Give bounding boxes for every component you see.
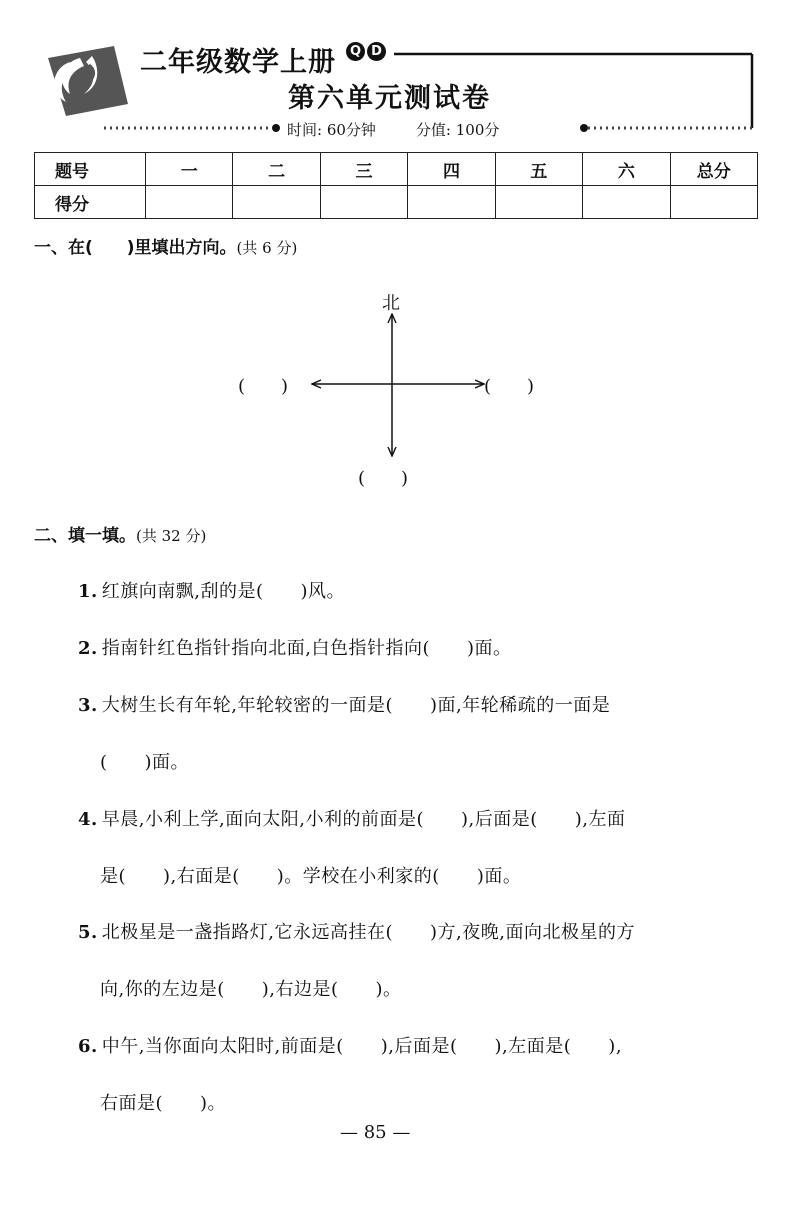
- south-blank[interactable]: ( ): [358, 468, 409, 489]
- table-cell: 四: [408, 153, 495, 186]
- unit-title: 第六单元测试卷: [288, 83, 491, 114]
- question-3: 3. 大树生长有年轮,年轮较密的一面是( )面,年轮稀疏的一面是: [78, 695, 611, 716]
- table-cell: 一: [146, 153, 233, 186]
- question-4-continued: 是( ),右面是( )。学校在小利家的( )面。: [100, 866, 522, 887]
- question-2-text: 指南针红色指针指向北面,白色指针指向( )面。: [101, 638, 512, 659]
- score-input-cell[interactable]: [495, 186, 582, 219]
- table-cell: 三: [320, 153, 407, 186]
- score-input-cell[interactable]: [670, 186, 757, 219]
- east-blank[interactable]: ( ): [484, 376, 535, 397]
- question-5-text: 北极星是一盏指路灯,它永远高挂在( )方,夜晚,面向北极星的方: [101, 922, 636, 943]
- compass-diagram: [300, 300, 500, 470]
- north-label: 北: [382, 293, 400, 314]
- question-5-continued: 向,你的左边是( ),右边是( )。: [100, 979, 402, 1000]
- score-input-cell[interactable]: [408, 186, 495, 219]
- edition-letter-q: Q: [346, 42, 365, 61]
- score-input-cell[interactable]: [233, 186, 320, 219]
- score-table-header-row: [35, 153, 758, 186]
- score-label: 分值: 100分: [415, 121, 500, 139]
- section-1-points: (共 6 分): [236, 239, 298, 257]
- table-cell: 六: [583, 153, 670, 186]
- west-blank[interactable]: ( ): [238, 376, 289, 397]
- section-1-title: 一、在( )里填出方向。: [34, 238, 237, 258]
- table-cell: 得分: [35, 186, 146, 219]
- question-6-continued: 右面是( )。: [100, 1093, 227, 1114]
- table-cell: 题号: [35, 153, 146, 186]
- edition-letter-d: D: [367, 42, 386, 61]
- table-cell: 五: [495, 153, 582, 186]
- score-input-cell[interactable]: [146, 186, 233, 219]
- page-number: — 85 —: [340, 1122, 411, 1143]
- time-label: 时间: 60分钟: [287, 121, 376, 139]
- question-3-continued: ( )面。: [100, 752, 190, 773]
- question-4: 4. 早晨,小利上学,面向太阳,小利的前面是( ),后面是( ),左面: [78, 809, 626, 830]
- table-cell: 总分: [670, 153, 757, 186]
- question-6: 6. 中午,当你面向太阳时,前面是( ),后面是( ),左面是( ),: [78, 1036, 623, 1057]
- table-cell: 二: [233, 153, 320, 186]
- book-title: 二年级数学上册: [140, 47, 336, 78]
- score-table: [34, 152, 758, 219]
- question-3-text: 大树生长有年轮,年轮较密的一面是( )面,年轮稀疏的一面是: [101, 695, 611, 716]
- question-1-text: 红旗向南飘,刮的是( )风。: [101, 581, 346, 602]
- question-1: 1. 红旗向南飘,刮的是( )风。: [78, 581, 346, 602]
- section-1-heading: [34, 233, 297, 258]
- score-table-score-row: [35, 186, 758, 219]
- question-4-text: 早晨,小利上学,面向太阳,小利的前面是( ),后面是( ),左面: [101, 809, 626, 830]
- question-6-text: 中午,当你面向太阳时,前面是( ),后面是( ),左面是( ),: [101, 1036, 623, 1057]
- question-2: 2. 指南针红色指针指向北面,白色指针指向( )面。: [78, 638, 512, 659]
- score-input-cell[interactable]: [583, 186, 670, 219]
- section-2-title: 二、填一填。: [34, 526, 136, 546]
- edition-badge: [346, 42, 386, 61]
- section-2-points: (共 32 分): [136, 527, 207, 545]
- score-input-cell[interactable]: [320, 186, 407, 219]
- question-5: 5. 北极星是一盏指路灯,它永远高挂在( )方,夜晚,面向北极星的方: [78, 922, 636, 943]
- exam-meta: [287, 119, 499, 140]
- section-2-heading: [34, 521, 206, 546]
